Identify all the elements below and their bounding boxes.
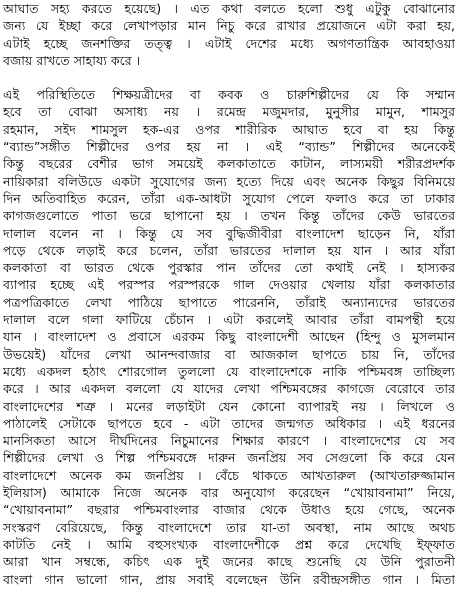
text-line: ব্যাপার হচ্ছে এই পরস্পর পরস্পরকে গাল দেওয়ার খেলায় যাঁরা কলকাতার [3,277,455,293]
text-line: সংস্করণ বেরিয়েছে, কিন্তু বাংলাদেশে তার যা-তা অবস্থা, নাম আছে অথচ [3,519,455,535]
text-line: পত্রপত্রিকাতে লেখা পাঠিয়ে ছাপাতে পারেননি, তাঁরাই অন্যান্যদের ভারতের [3,294,455,310]
document-page [3,0,455,614]
text-line: আরা খান সম্বন্ধে, কচিৎ এক দুই জনের কাছে শুনেছি যে উনি পুরাতনী [3,554,455,570]
text-line: শিল্পীদের লেখা ও শিল্প পশ্চিমবঙ্গে দারুন জনপ্রিয় সব সেগুলো কি করে যেন [3,450,455,466]
text-line: দিন অতিবাহিত করেন, তাঁরা এক-আধটা সুযোগ পেলে ফলাও করে তা ঢাকার [3,190,455,206]
text-line: মানসিকতা আসে দীর্ঘদিনের নিচুমানের শিক্ষার কারণে । বাংলাদেশের যে সব [3,433,455,449]
text-line: এটাই হচ্ছে জনশক্তির তত্ত্ব । এটাই দেশের মধ্যে অগণতান্ত্রিক আবহাওয়া [3,35,455,51]
text-line: কাগজগুলোতে পাতা ভরে ছাপানো হয় । তখন কিন্তু তাঁদের কেউ ভারতের [3,208,455,224]
text-line: বজায় রাখতে সাহায্য করে । [3,52,141,68]
text-line: হবে তা বোঝা অসাধ্য নয় । রমেন্দ্র মজুমদার, মুনুসীর মামুন, শামসুর [3,104,455,120]
text-line: যান । বাংলাদেশ ও প্রবাসে এরকম কিছু বাংলাদেশী আছেন (হিন্দু ও মুসলমান [3,329,455,345]
text-line: “ব্যান্ড”সঙ্গীত শিল্পীদের ওপর হয় না । এই “ব্যান্ড” শিল্পীদের অনেকেই [3,139,455,155]
text-line: বাংলাদেশে অনেক কম জনপ্রিয় । বেঁচে থাকতে আখতারুল (আখতারুজ্জামান [3,467,455,483]
text-line: নায়িকারা বলিউডে একটা সুযোগের জন্য হত্যে দিয়ে এবং অনেক কিছুর বিনিময়ে [3,173,455,189]
paragraph-2 [3,86,455,588]
text-line: কলকাতা বা ভারত থেকে পুরস্কার পান তাঁদের তো কথাই নেই । হাস্যকর [3,260,455,276]
text-line: পাঠালেই সেটাকে ছাপতে হবে - এটা তাদের জন্মগত অধিকার । এই ধরনের [3,415,455,431]
paragraph-1 [3,0,455,69]
text-line: উভয়েই) যাঁদের লেখা আনন্দবাজার বা আজকাল ছাপতে চায় নি, তাঁদের [3,346,455,362]
text-line: বাংলাদেশের শত্রু । মনের লড়াইটা যেন কোনো ব্যাপারই নয় । লিখলে ও [3,398,455,414]
text-line: করে । আর একদল বললো যে যাদের লেখা পশ্চিমবঙ্গের কাগজে বেরোবে তার [3,381,455,397]
text-line: কিন্তু বছরের বেশীর ভাগ সময়েই কলকাতাতে কাটান, লাস্যময়ী শরীরপ্রদর্শক [3,156,455,172]
text-line: রহমান, সইদ শামসুল হক-এর ওপর শারীরিক আঘাত হবে বা হয় কিন্তু [3,121,455,137]
text-line: পড়ে থেকে লড়াই করে চলেন, তাঁরা ভারতের দালাল হয় যান । আর যাঁরা [3,242,455,258]
text-line: দালাল বলেন না । কিন্তু যে সব বুদ্ধিজীবীরা বাংলাদেশ ছাড়েন নি, যাঁরা [3,225,455,241]
text-line: জন্য যে ইচ্ছা করে লেখাপড়ার মান নিচু করে রাখার প্রয়োজনে এটা করা হয়, [3,18,455,34]
text-line: এই পরিস্থিতিতে শিক্ষয়ত্রীদের বা কবক ও চারুশিল্পীদের যে কি সম্মান [3,87,455,103]
text-line: আঘাত সহ্য করতে হয়েছে) । এত কথা বলতে হলো শুধু এটুকু বোঝানোর [3,1,455,16]
text-line: “খোয়াবনামা” বছরার পশ্চিমবাংলার বাজার থেকে উধাও হয়ে গেছে, অনেক [3,502,455,518]
text-line: দালাল বলে গলা ফাটিয়ে চেঁচান । এটা করলেই আবার তাঁরা বামপন্থী হয়ে [3,312,455,328]
text-line: কাটতি নেই । আমি বহুসংখ্যক বাংলাদেশীকে প্রশ্ন করে দেখেছি ইফ্ফাত [3,536,455,552]
text-line: মধ্যে একদল হঠাৎ শোরগোল তুললো যে বাংলাদেশকে নাকি পশ্চিমবঙ্গ তাচ্ছিল্য [3,363,455,379]
text-line: বাংলা গান ভালো গান, প্রায় সবাই বলেছেন উনি রবীন্দ্রসঙ্গীত গান । মিতা [3,571,455,587]
text-line: ইলিয়াস) আমাকে নিজে অনেক বার অনুযোগ করেছেন “খোয়াবনামা” নিয়ে, [3,485,455,501]
